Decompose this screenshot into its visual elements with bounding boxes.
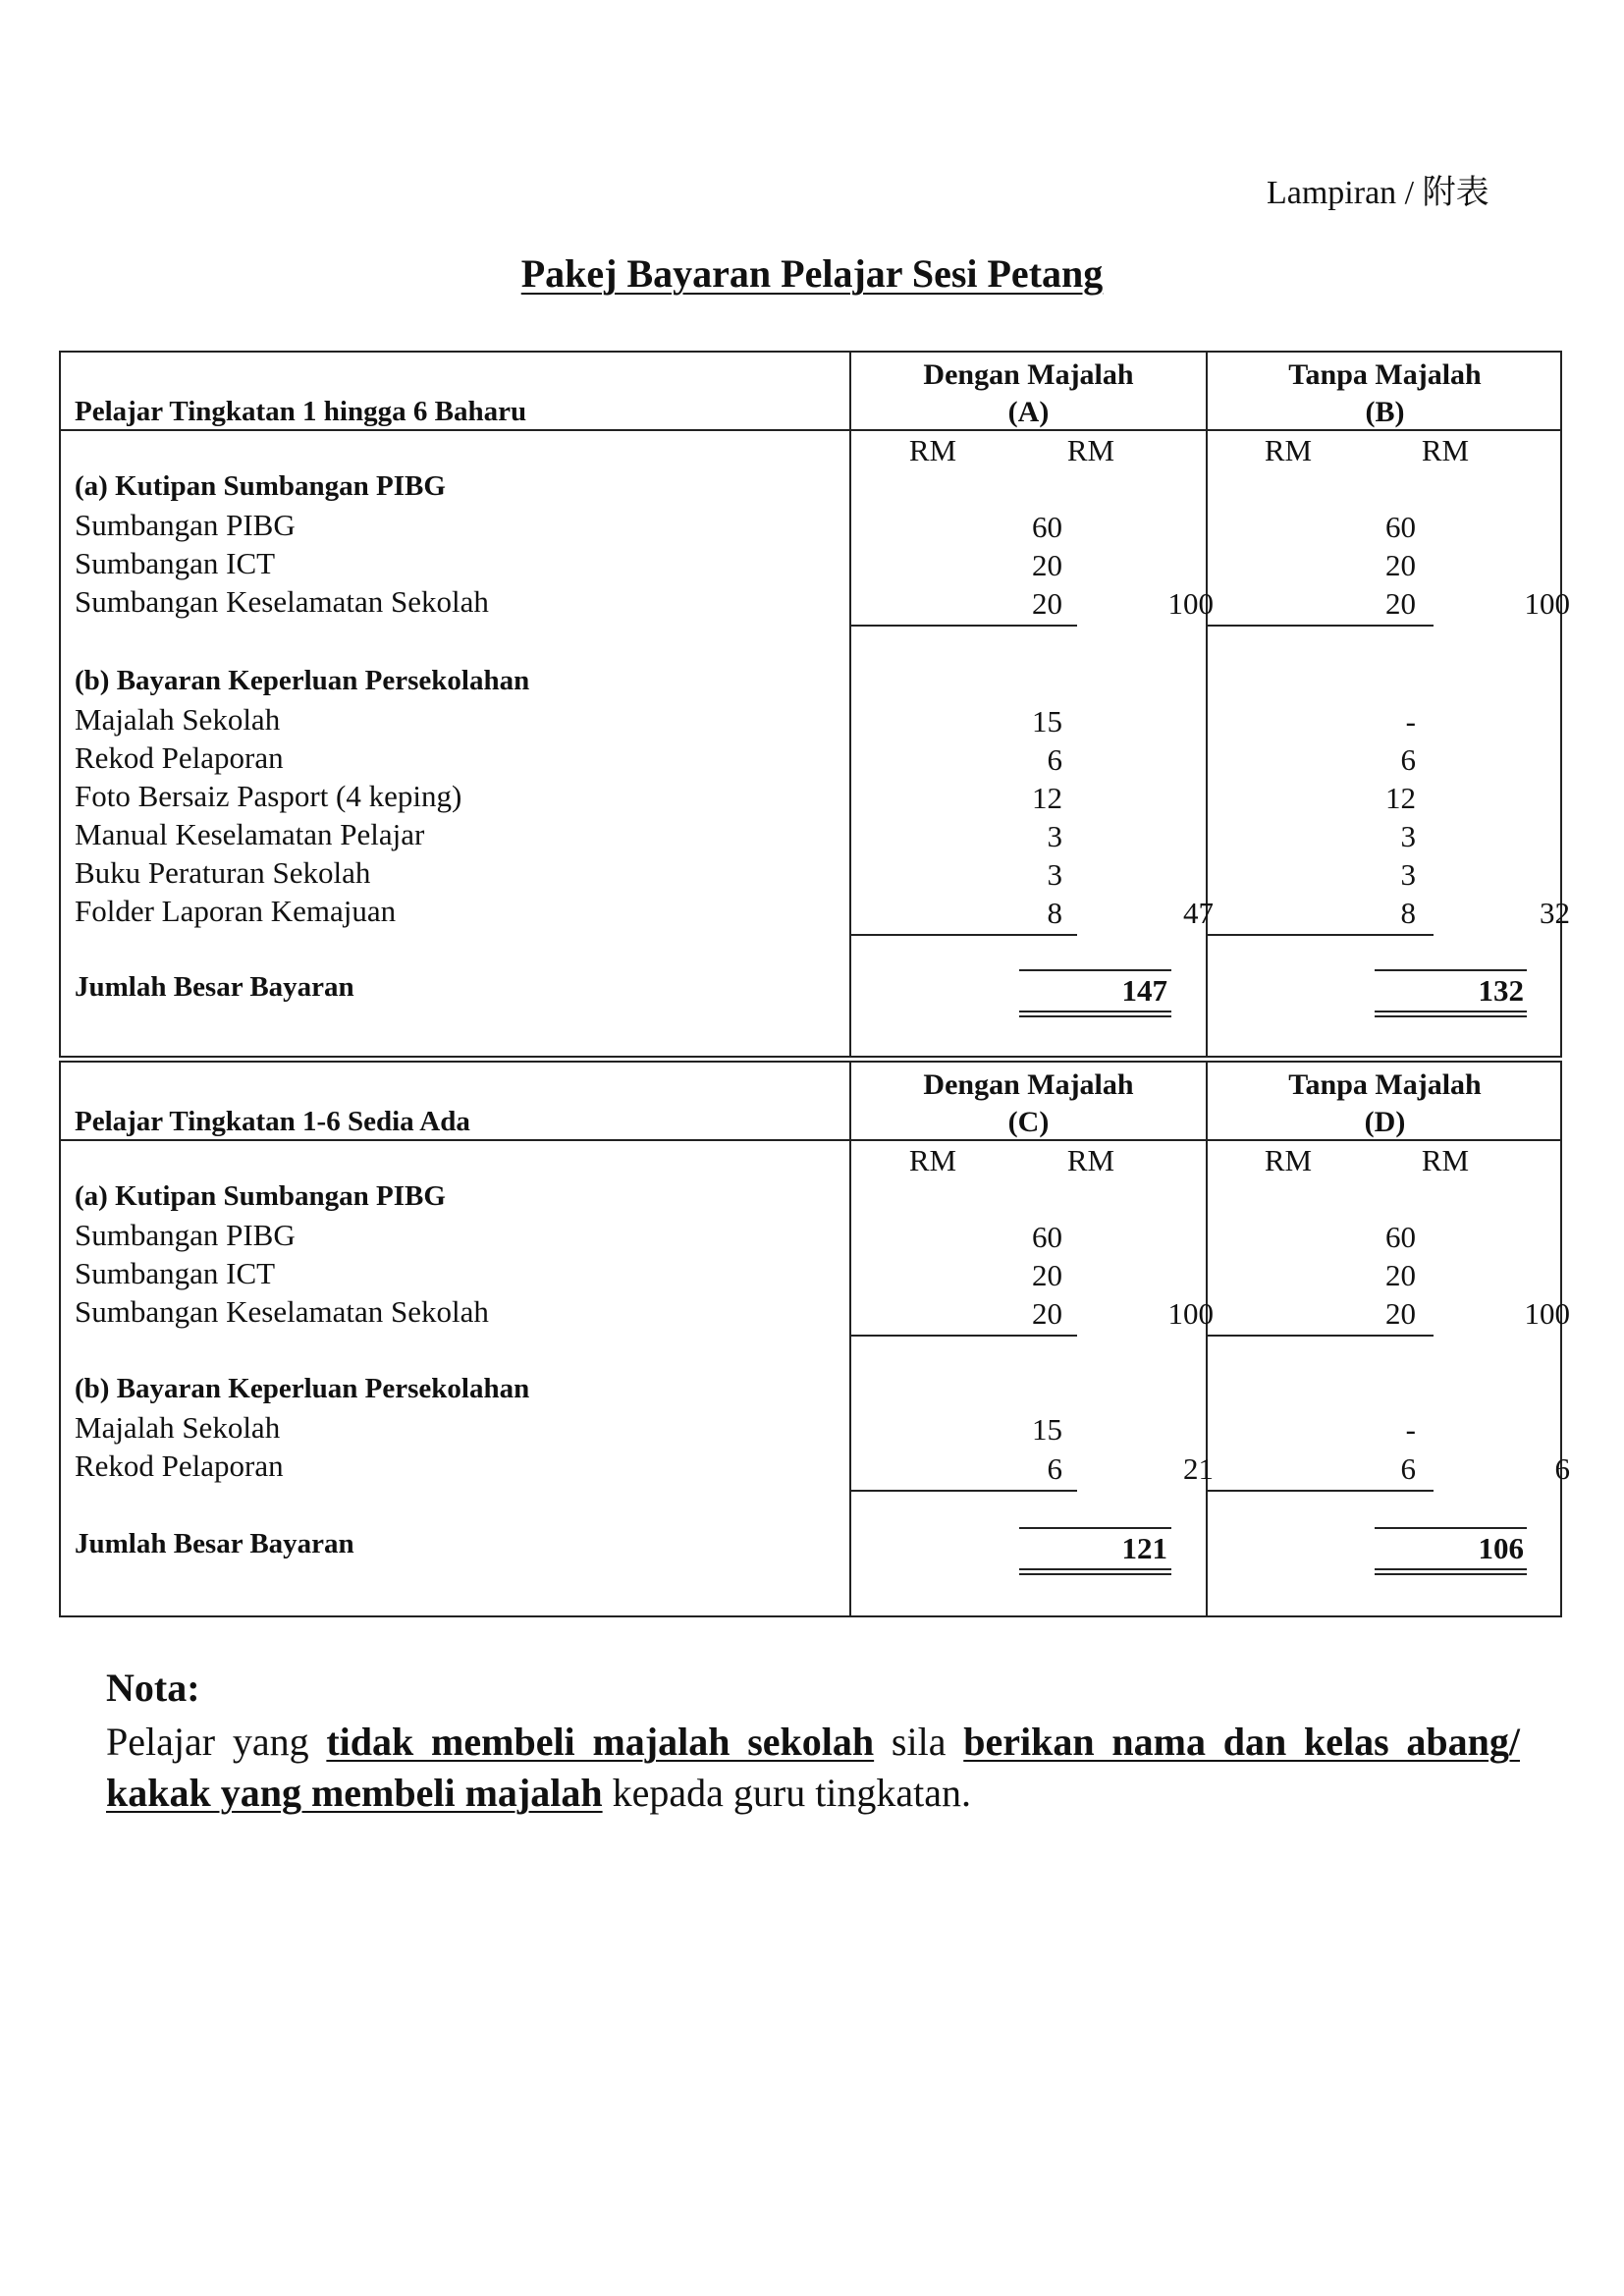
note-text: [106, 1717, 1520, 1819]
note-text-part: sila: [891, 1720, 947, 1764]
subtotal-cell: 32: [1540, 896, 1570, 930]
currency-label: RM: [1421, 433, 1470, 467]
amount-cell: 8: [1400, 896, 1416, 930]
currency-label: RM: [1421, 1143, 1470, 1177]
section-heading: (b) Bayaran Keperluan Persekolahan: [75, 1373, 530, 1404]
payment-table-existing-students: [59, 1061, 1570, 1617]
column-divider: [849, 1063, 851, 1615]
grand-total-label: Jumlah Besar Bayaran: [75, 1528, 354, 1559]
total-rule: [1375, 1527, 1527, 1529]
grand-total-label: Jumlah Besar Bayaran: [75, 971, 354, 1003]
amount-cell: 8: [1047, 896, 1062, 930]
column-header-d: [1208, 1066, 1562, 1141]
row-label: Foto Bersaiz Pasport (4 keping): [75, 779, 462, 813]
note-text-part: kepada guru tingkatan.: [612, 1771, 972, 1815]
column-name: Dengan Majalah: [923, 1068, 1134, 1101]
subtotal-rule: [851, 1335, 1077, 1337]
amount-cell: 6: [1047, 742, 1062, 777]
amount-cell: 20: [1032, 548, 1062, 582]
row-label: Folder Laporan Kemajuan: [75, 894, 397, 928]
row-label: Rekod Pelaporan: [75, 1449, 284, 1483]
column-code: (D): [1364, 1106, 1406, 1138]
row-label: Manual Keselamatan Pelajar: [75, 817, 425, 851]
subtotal-rule: [1208, 934, 1434, 936]
row-label: Sumbangan PIBG: [75, 508, 296, 542]
total-double-rule: [1019, 1568, 1171, 1575]
note-emphasis: berikan nama dan kelas abang/ kakak yang membeli majalah: [106, 1720, 1521, 1815]
currency-label: RM: [1264, 1143, 1313, 1177]
table-header-student-group: Pelajar Tingkatan 1-6 Sedia Ada: [75, 1106, 470, 1137]
grand-total-c: 121: [1121, 1531, 1167, 1565]
total-double-rule: [1375, 1011, 1527, 1017]
amount-cell: 6: [1047, 1451, 1062, 1486]
amount-cell: 20: [1032, 586, 1062, 621]
row-label: Rekod Pelaporan: [75, 740, 284, 775]
section-heading: (a) Kutipan Sumbangan PIBG: [75, 470, 446, 502]
amount-cell: -: [1405, 704, 1416, 738]
amount-cell: 3: [1400, 819, 1416, 853]
row-label: Sumbangan ICT: [75, 1256, 276, 1290]
amount-cell: 15: [1032, 704, 1062, 738]
column-code: (B): [1365, 396, 1405, 428]
amount-cell: 3: [1047, 819, 1062, 853]
subtotal-rule: [851, 625, 1077, 627]
note-text-part: Pelajar yang: [106, 1720, 309, 1764]
total-double-rule: [1019, 1011, 1171, 1017]
amount-cell: 20: [1385, 1258, 1416, 1292]
total-rule: [1375, 969, 1527, 971]
row-label: Sumbangan Keselamatan Sekolah: [75, 584, 489, 619]
currency-label: RM: [1066, 1143, 1115, 1177]
row-label: Sumbangan ICT: [75, 546, 276, 580]
subtotal-cell: 21: [1183, 1451, 1214, 1486]
amount-cell: 6: [1400, 742, 1416, 777]
total-double-rule: [1375, 1568, 1527, 1575]
total-rule: [1019, 969, 1171, 971]
row-label: Buku Peraturan Sekolah: [75, 855, 371, 890]
amount-cell: 60: [1385, 1220, 1416, 1254]
subtotal-rule: [851, 1490, 1077, 1492]
grand-total-d: 106: [1478, 1531, 1524, 1565]
subtotal-rule: [1208, 625, 1434, 627]
page-title: Pakej Bayaran Pelajar Sesi Petang: [520, 251, 1104, 296]
subtotal-cell: 100: [1524, 586, 1570, 621]
column-code: (A): [1007, 396, 1050, 428]
amount-cell: 12: [1385, 781, 1416, 815]
amount-cell: 60: [1032, 1220, 1062, 1254]
column-name: Tanpa Majalah: [1288, 358, 1482, 391]
row-label: Majalah Sekolah: [75, 1410, 281, 1445]
subtotal-rule: [851, 934, 1077, 936]
amount-cell: -: [1405, 1412, 1416, 1447]
currency-label: RM: [1264, 433, 1313, 467]
currency-label: RM: [908, 1143, 957, 1177]
column-divider: [849, 353, 851, 1056]
column-name: Dengan Majalah: [923, 358, 1134, 391]
column-header-c: [851, 1066, 1206, 1141]
grand-total-a: 147: [1121, 973, 1167, 1008]
row-label: Sumbangan Keselamatan Sekolah: [75, 1294, 489, 1329]
amount-cell: 60: [1385, 510, 1416, 544]
total-rule: [1019, 1527, 1171, 1529]
amount-cell: 20: [1385, 1296, 1416, 1331]
column-header-b: [1208, 356, 1562, 431]
amount-cell: 3: [1400, 857, 1416, 892]
section-heading: (a) Kutipan Sumbangan PIBG: [75, 1180, 446, 1212]
appendix-label: Lampiran / 附表: [1267, 175, 1489, 211]
subtotal-cell: 6: [1554, 1451, 1570, 1486]
column-header-a: [851, 356, 1206, 431]
subtotal-cell: 100: [1167, 1296, 1214, 1331]
subtotal-rule: [1208, 1490, 1434, 1492]
payment-table-new-students: [59, 351, 1570, 1058]
subtotal-cell: 47: [1183, 896, 1214, 930]
currency-label: RM: [908, 433, 957, 467]
subtotal-cell: 100: [1167, 586, 1214, 621]
grand-total-b: 132: [1478, 973, 1524, 1008]
column-divider: [1206, 353, 1208, 1056]
subtotal-cell: 100: [1524, 1296, 1570, 1331]
note-heading: Nota:: [106, 1666, 200, 1710]
row-label: Sumbangan PIBG: [75, 1218, 296, 1252]
section-heading: (b) Bayaran Keperluan Persekolahan: [75, 665, 530, 696]
amount-cell: 12: [1032, 781, 1062, 815]
amount-cell: 20: [1032, 1296, 1062, 1331]
table-header-student-group: Pelajar Tingkatan 1 hingga 6 Baharu: [75, 396, 527, 427]
currency-label: RM: [1066, 433, 1115, 467]
column-name: Tanpa Majalah: [1288, 1068, 1482, 1101]
amount-cell: 20: [1385, 548, 1416, 582]
amount-cell: 20: [1032, 1258, 1062, 1292]
column-divider: [1206, 1063, 1208, 1615]
amount-cell: 60: [1032, 510, 1062, 544]
note-emphasis: tidak membeli majalah sekolah: [326, 1720, 875, 1764]
amount-cell: 3: [1047, 857, 1062, 892]
amount-cell: 15: [1032, 1412, 1062, 1447]
subtotal-rule: [1208, 1335, 1434, 1337]
amount-cell: 6: [1400, 1451, 1416, 1486]
row-label: Majalah Sekolah: [75, 702, 281, 737]
column-code: (C): [1007, 1106, 1050, 1138]
amount-cell: 20: [1385, 586, 1416, 621]
